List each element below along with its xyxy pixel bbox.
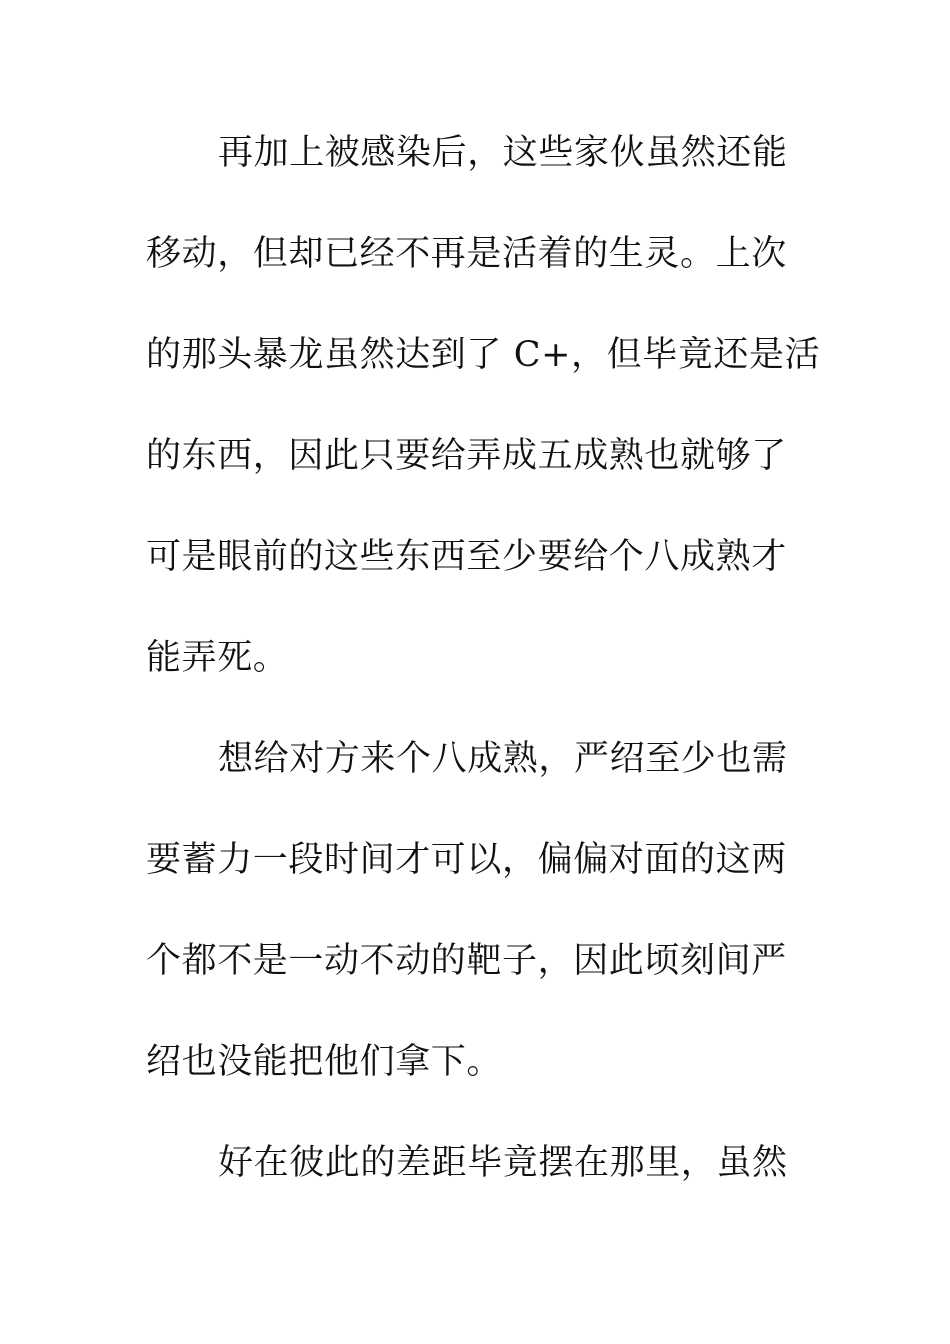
body-text xyxy=(146,124,821,1235)
text-line: 想给对方来个八成熟，严绍至少也需 xyxy=(218,739,788,779)
text-line: 绍也没能把他们拿下。 xyxy=(146,1042,503,1082)
text-line: 可是眼前的这些东西至少要给个八成熟才 xyxy=(146,537,787,577)
text-line: 个都不是一动不动的靶子，因此顷刻间严 xyxy=(146,941,787,981)
text-line: 移动，但却已经不再是活着的生灵。上次 xyxy=(146,234,787,274)
text-line: 好在彼此的差距毕竟摆在那里，虽然 xyxy=(218,1143,788,1183)
text-line: 再加上被感染后，这些家伙虽然还能 xyxy=(218,133,788,173)
text-line: 的那头暴龙虽然达到了 C+，但毕竟还是活 xyxy=(146,335,821,375)
text-line: 要蓄力一段时间才可以，偏偏对面的这两 xyxy=(146,840,787,880)
text-line: 的东西，因此只要给弄成五成熟也就够了 xyxy=(146,436,787,476)
text-line: 能弄死。 xyxy=(146,638,289,678)
